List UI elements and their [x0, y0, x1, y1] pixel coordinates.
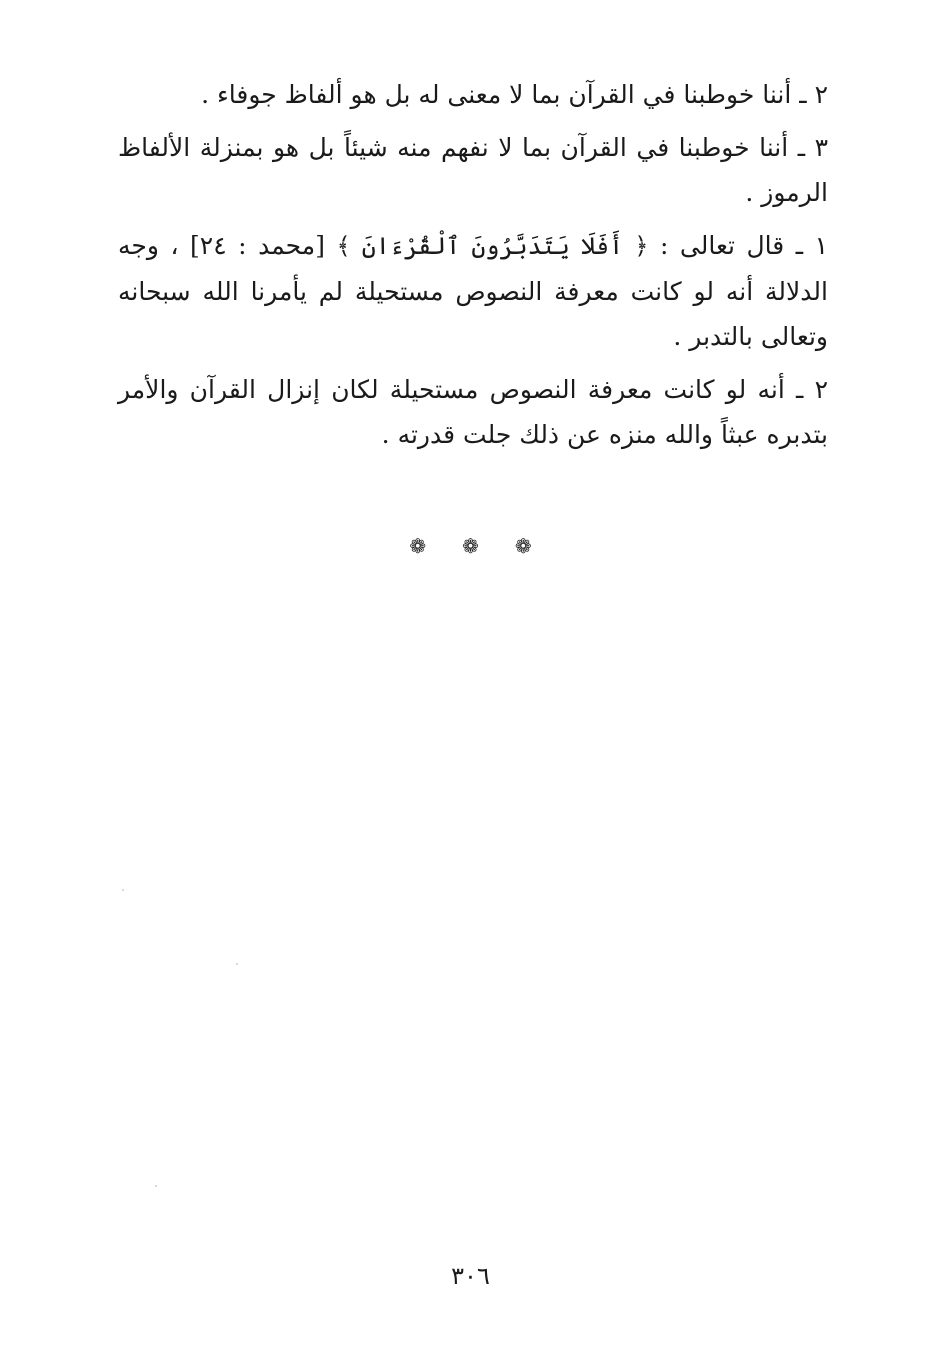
- paragraph-point-2-meaningless: ٢ ـ أننا خوطبنا في القرآن بما لا معنى له بل هو ألفاظ جوفاء .: [201, 80, 828, 109]
- separator-star-icon: ❁: [409, 534, 427, 558]
- evidence-1-intro: ١ ـ قال تعالى :: [648, 231, 829, 260]
- page-number: ٣٠٦: [451, 1262, 490, 1290]
- scan-speck: [155, 1185, 157, 1187]
- section-separator: [0, 534, 941, 558]
- paragraph-point-3-symbols: ٣ ـ أننا خوطبنا في القرآن بما لا نفهم منه شيئاً بل هو بمنزلة الألفاظ الرموز .: [118, 133, 828, 207]
- evidence-1-explanation: [محمد : ٢٤] ، وجه الدلالة أنه لو كانت معرفة النصوص مستحيلة لم يأمرنا الله سبحانه وتعالى بالتدبر .: [118, 231, 828, 351]
- scan-speck: [236, 963, 238, 965]
- separator-star-icon: ❁: [462, 534, 479, 558]
- paragraph-evidence-1-quran: [118, 223, 828, 359]
- body-text: [118, 72, 828, 465]
- separator-star-icon: ❁: [514, 534, 532, 558]
- quran-verse: ﴿ أَفَلَا يَتَدَبَّرُونَ ٱلْقُرْءَانَ ﴾: [336, 232, 649, 260]
- scan-speck: [122, 889, 124, 891]
- paragraph-evidence-2-futility: ٢ ـ أنه لو كانت معرفة النصوص مستحيلة لكان إنزال القرآن والأمر بتدبره عبثاً والله منزه عن ذلك جلت قدرته .: [118, 375, 828, 449]
